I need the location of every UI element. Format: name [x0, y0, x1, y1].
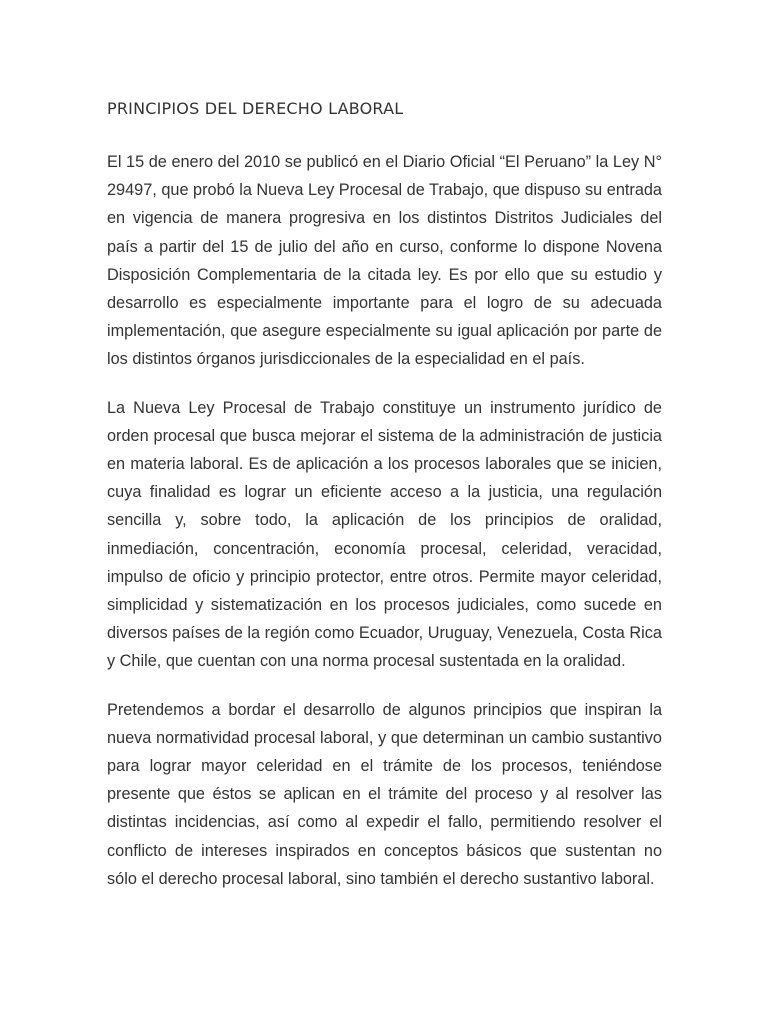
document-title: PRINCIPIOS DEL DERECHO LABORAL [107, 99, 404, 118]
paragraph-3: Pretendemos a bordar el desarrollo de algunos principios que inspiran la nueva normatividad procesal laboral, y que determinan un cambio sustantivo para lograr mayor celeridad en el trámite de los procesos, teniéndose presente que éstos se aplican en el trámite del proceso y al resolver las distintas incidencias, así como al expedir el fallo, permitiendo resolver el conflicto de intereses inspirados en conceptos básicos que sustentan no sólo el derecho procesal laboral, sino también el derecho sustantivo laboral. [107, 700, 662, 888]
paragraph-2: La Nueva Ley Procesal de Trabajo constituye un instrumento jurídico de orden procesal que busca mejorar el sistema de la administración de justicia en materia laboral. Es de aplicación a los procesos laborales que se inicien, cuya finalidad es lograr un eficiente acceso a la justicia, una regulación sencilla y, sobre todo, la aplicación de los principios de oralidad, inmediación, concentración, economía procesal, celeridad, veracidad, impulso de oficio y principio protector, entre otros. Permite mayor celeridad, simplicidad y sistematización en los procesos judiciales, como sucede en diversos países de la región como Ecuador, Uruguay, Venezuela, Costa Rica y Chile, que cuentan con una norma procesal sustentada en la oralidad. [107, 398, 662, 671]
document-page [107, 92, 662, 913]
paragraph-1: El 15 de enero del 2010 se publicó en el Diario Oficial “El Peruano” la Ley N° 29497, que probó la Nueva Ley Procesal de Trabajo, que dispuso su entrada en vigencia de manera progresiva en los distintos Distritos Judiciales del país a partir del 15 de julio del año en curso, conforme lo dispone Novena Disposición Complementaria de la citada ley. Es por ello que su estudio y desarrollo es especialmente importante para el logro de su adecuada implementación, que asegure especialmente su igual aplicación por parte de los distintos órganos jurisdiccionales de la especialidad en el país. [107, 153, 662, 369]
